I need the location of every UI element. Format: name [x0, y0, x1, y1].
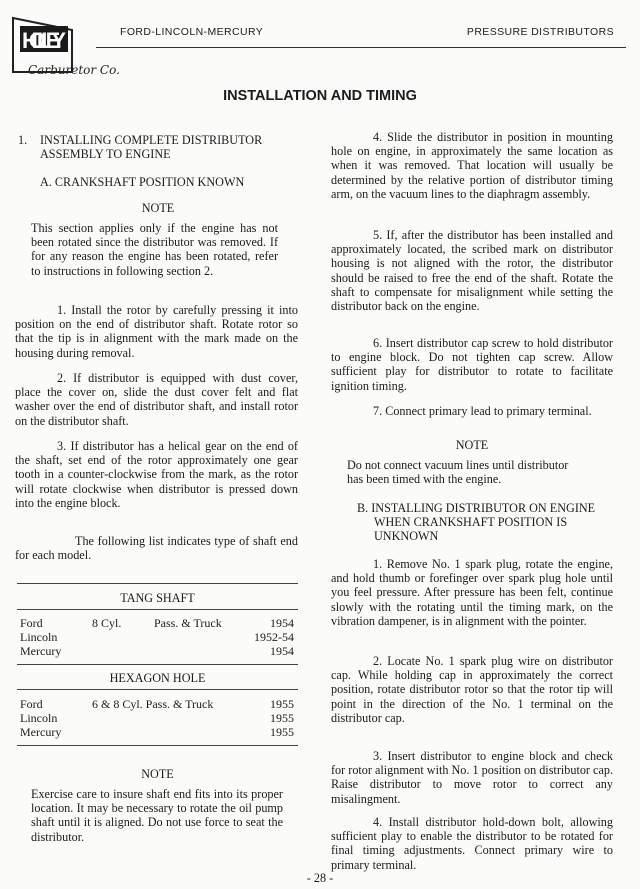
table-rule [17, 689, 298, 690]
make: Lincoln [20, 711, 58, 725]
table-rule [17, 664, 298, 665]
note2-text: Exercise care to insure shaft end fits into its proper location. It may be necessary to rotate the oil pump shaft until it is aligned. Do not use force to seat the distributor. [31, 787, 283, 844]
b-step-2: 2. Locate No. 1 spark plug wire on distributor cap. While holding cap in approximately the correct position, rotate distributor rotor so that the rotor tip will point in the direction of the No. 1 terminal on the distributor cap. [331, 654, 613, 725]
step-5: 5. If, after the distributor has been installed and approximately located, the scribed mark on distributor housing is not aligned with the rotor, the distributor should be raised to free the end of the shaft. Rotate the shaft to compensate for misalignment while setting the distributor back on the engine. [331, 228, 613, 314]
cylinders: 8 Cyl. [92, 616, 122, 630]
b-step-4: 4. Install distributor hold-down bolt, allowing sufficient play to enable the distributor to be rotated for final timing adjustments. Connect primary wire to primary terminal. [331, 815, 613, 872]
make: Ford [20, 697, 43, 711]
cylinders: 6 & 8 Cyl. Pass. & Truck [92, 697, 214, 711]
table-rule [17, 609, 298, 610]
make: Mercury [20, 725, 62, 739]
step-6: 6. Insert distributor cap screw to hold distributor to engine block. Do not tighten cap screw. Allow sufficient play for distributor to rotate to facilitate ignition timing. [331, 336, 613, 393]
type: Pass. & Truck [154, 616, 222, 630]
subsection-b-heading-1: B. INSTALLING DISTRIBUTOR ON ENGINE [357, 501, 596, 515]
header-left: FORD-LINCOLN-MERCURY [120, 26, 264, 38]
section-number: 1. [18, 133, 28, 147]
tang-shaft-heading: TANG SHAFT [120, 591, 195, 605]
section-title-line2: ASSEMBLY TO ENGINE [40, 147, 171, 161]
list-intro: The following list indicates type of shaft end for each model. [15, 534, 298, 563]
make: Lincoln [20, 630, 58, 644]
holley-logo [10, 12, 120, 82]
year: 1955 [270, 697, 294, 711]
hexagon-hole-heading: HEXAGON HOLE [109, 671, 206, 685]
note-label: NOTE [455, 438, 489, 452]
b-step-3: 3. Insert distributor to engine block and check for rotor alignment with No. 1 position on distributor cap. Raise distributor to move rotor to correct any misalingment. [331, 749, 613, 806]
subsection-b-heading-2: WHEN CRANKSHAFT POSITION IS UNKNOWN [374, 515, 568, 544]
year: 1954 [270, 644, 294, 658]
note-text: This section applies only if the engine has not been rotated since the distributor was removed. If for any reason the engine has been rotated, refer to instructions in following section 2. [31, 221, 278, 278]
make: Mercury [20, 644, 62, 658]
table-rule [17, 745, 298, 746]
section-title-line1: INSTALLING COMPLETE DISTRIBUTOR [40, 133, 263, 147]
note2-label: NOTE [141, 767, 174, 781]
b-step-1: 1. Remove No. 1 spark plug, rotate the engine, and hold thumb or forefinger over spark plug hole until you feel pressure. After pressure has been felt, continue slowly with the rotating until the timing mark, on the vibration dampener, is in alignment with the pointer. [331, 557, 613, 628]
page-number: - 28 - [306, 871, 334, 885]
step-3: 3. If distributor has a helical gear on the end of the shaft, set end of the rotor approximately one gear tooth in a counter-clockwise from the mark, as the rotor will rotate clockwise when distributor is pressed down into the engine block. [15, 439, 298, 510]
svg-text:Carburetor Co.: Carburetor Co. [28, 63, 120, 77]
step-4: 4. Slide the distributor in position in mounting hole on engine, in approximately the same location as when it was removed. That location will usually be determined by the relative portion of distributor timing arm, on the vacuum lines to the diaphragm assembly. [331, 130, 613, 201]
year: 1955 [270, 711, 294, 725]
year: 1954 [270, 616, 294, 630]
step-7: 7. Connect primary lead to primary terminal. [373, 404, 592, 418]
note-label: NOTE [141, 201, 175, 215]
year: 1955 [270, 725, 294, 739]
year: 1952-54 [254, 630, 294, 644]
subsection-a-heading: A. CRANKSHAFT POSITION KNOWN [40, 175, 245, 189]
page-title: INSTALLATION AND TIMING [223, 88, 417, 104]
table-rule [17, 583, 298, 584]
make: Ford [20, 616, 43, 630]
svg-text:HOLLEY: HOLLEY [22, 28, 66, 53]
step-2: 2. If distributor is equipped with dust cover, place the cover on, slide the dust cover felt and flat washer over the end of distributor shaft, and install rotor on the distributor shaft. [15, 371, 298, 428]
header-rule [96, 47, 626, 48]
note-text: Do not connect vacuum lines until distributor has been timed with the engine. [347, 458, 569, 487]
step-1: 1. Install the rotor by carefully pressing it into position on the end of distributor shaft. Rotate rotor so that the tip is in alignment with the mark made on the housing during removal. [15, 303, 298, 360]
header-right: PRESSURE DISTRIBUTORS [466, 26, 614, 38]
